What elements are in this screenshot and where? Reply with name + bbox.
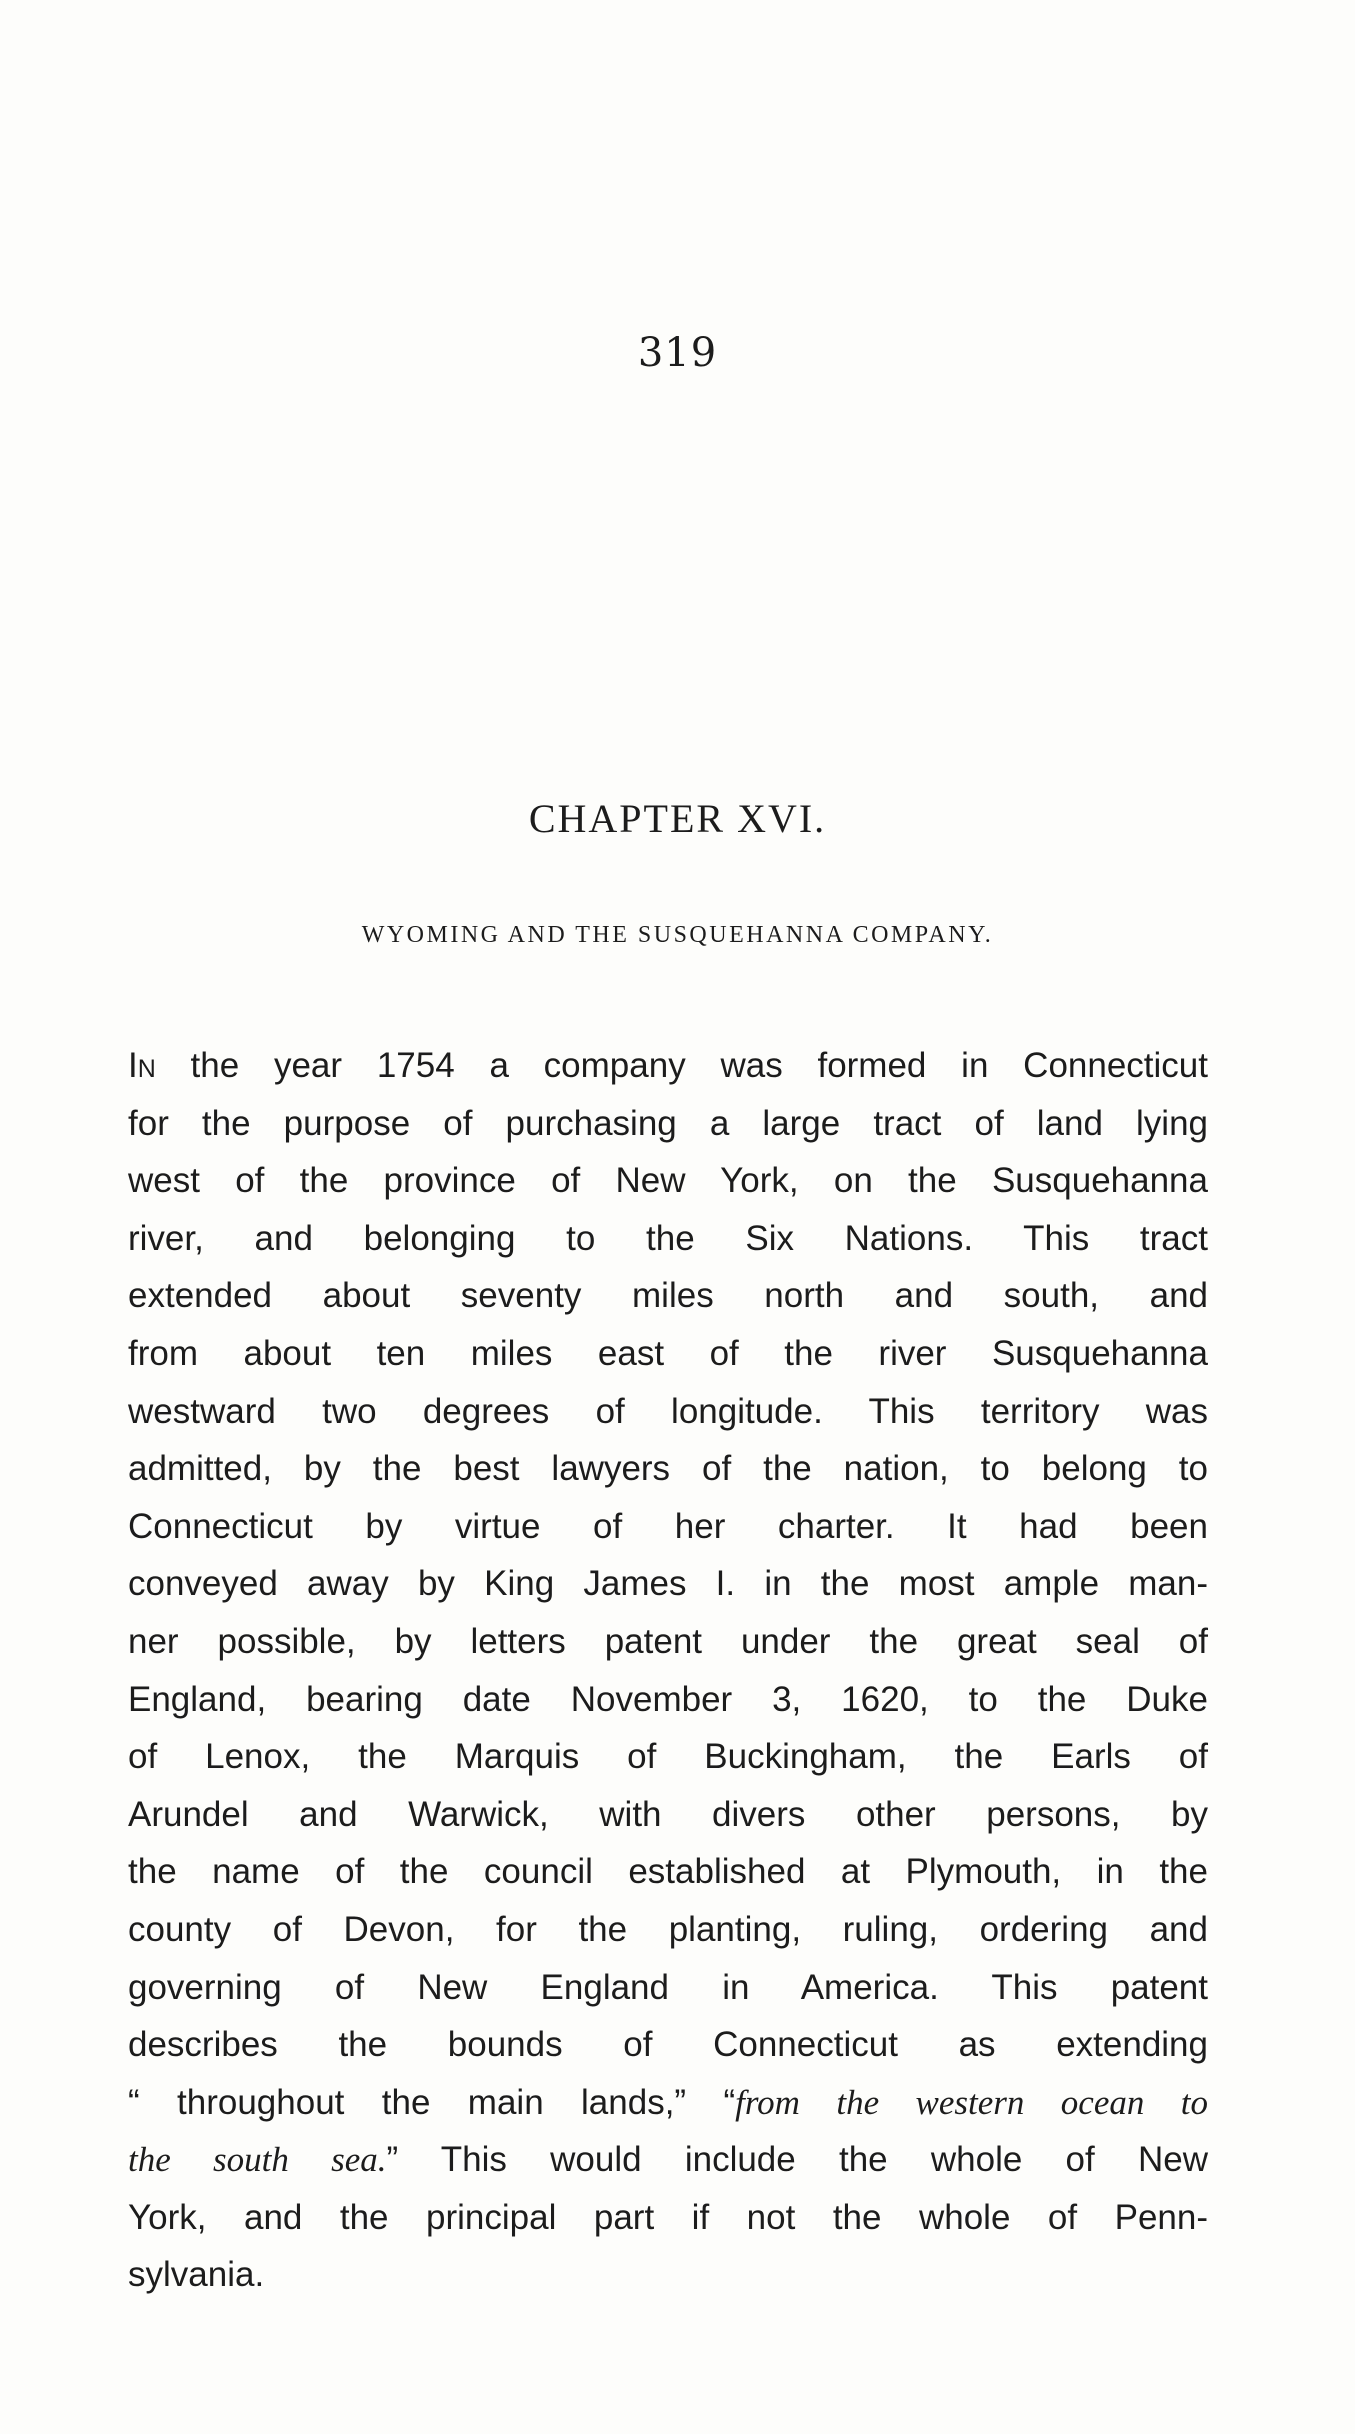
page-number: 319 [637,330,718,376]
text-line: river, and belonging to the Six Nations. This tract [128,1218,1208,1258]
line-text: the year 1754 a company was formed in Connecticut [155,1046,1208,1085]
text-line: of Lenox, the Marquis of Buckingham, the Earls of [128,1737,1208,1777]
line-text: “ throughout the main lands,” “ [128,2082,736,2122]
chapter-title: CHAPTER XVI. [528,796,827,841]
text-line: county of Devon, for the planting, ruling, ordering and [128,1909,1208,1949]
text-line: England, bearing date November 3, 1620, to the Duke [128,1679,1208,1719]
text-line [128,2131,1208,2189]
text-line: governing of New England in America. This patent [128,1967,1208,2007]
text-line: describes the bounds of Connecticut as extending [128,2025,1208,2065]
text-line: sylvania. [128,2255,265,2295]
line-text: ” This would include the whole of New [386,2140,1208,2180]
text-line [128,1037,1208,1095]
text-line: admitted, by the best lawyers of the nation, to belong to [128,1449,1208,1489]
text-line [128,2074,1208,2132]
body-text [128,1037,1208,2304]
text-line: for the purpose of purchasing a large tract of land lying [128,1103,1208,1143]
text-line: conveyed away by King James I. in the most ample man- [128,1564,1208,1604]
drop-word: In [128,1046,156,1085]
chapter-subtitle: WYOMING AND THE SUSQUEHANNA COMPANY. [361,922,994,948]
text-line: Connecticut by virtue of her charter. It had been [128,1506,1208,1546]
text-line: the name of the council established at Plymouth, in the [128,1852,1208,1892]
text-line: Arundel and Warwick, with divers other persons, by [128,1794,1208,1834]
text-line: westward two degrees of longitude. This territory was [128,1391,1208,1431]
text-line: extended about seventy miles north and south, and [128,1276,1208,1316]
text-line: ner possible, by letters patent under the great seal of [128,1621,1208,1661]
text-line: from about ten miles east of the river Susquehanna [128,1333,1208,1373]
text-line: York, and the principal part if not the whole of Penn- [128,2197,1208,2237]
italic-quote: the south sea. [128,2140,387,2180]
text-line: west of the province of New York, on the Susquehanna [128,1161,1208,1201]
italic-quote: from the western ocean to [735,2082,1208,2122]
